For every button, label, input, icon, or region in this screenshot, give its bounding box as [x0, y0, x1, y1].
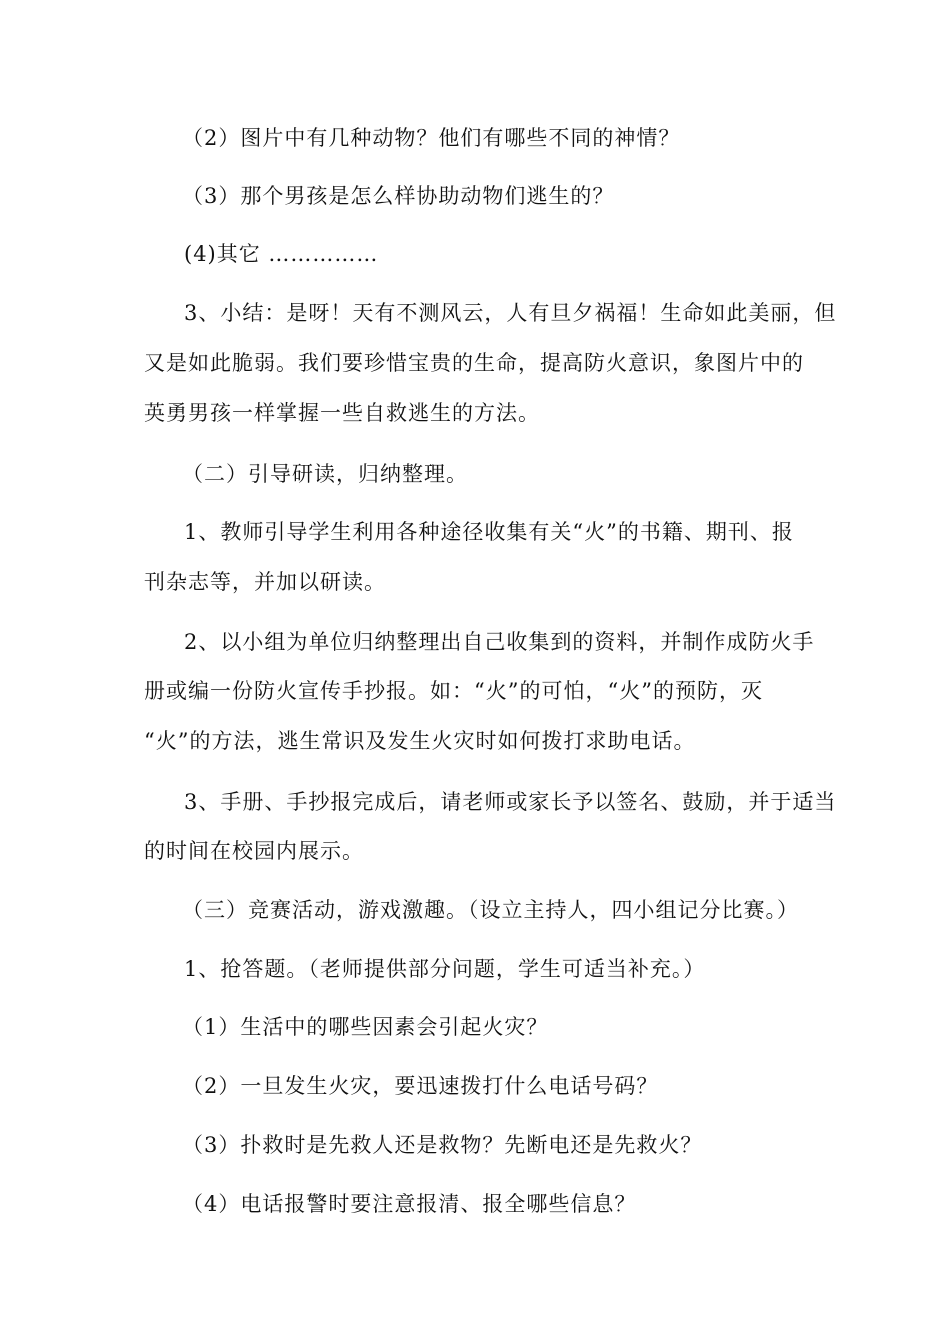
item-2-line-1: 2、以小组为单位归纳整理出自己收集到的资料，并制作成防火手 [184, 630, 815, 654]
item-1-line-2: 刊杂志等，并加以研读。 [144, 570, 386, 594]
item-2-line-2: 册或编一份防火宣传手抄报。如：“火”的可怕，“火”的预防，灭 [144, 679, 763, 703]
item-1-line-1: 1、教师引导学生利用各种途径收集有关“火”的书籍、期刊、报 [184, 520, 794, 544]
quiz-heading: 1、抢答题。（老师提供部分问题，学生可适当补充。） [184, 957, 706, 981]
section-3-heading: （三）竞赛活动，游戏激趣。（设立主持人，四小组记分比赛。） [182, 898, 799, 922]
quiz-question-4: （4）电话报警时要注意报清、报全哪些信息？ [182, 1192, 637, 1216]
summary-line-2: 又是如此脆弱。我们要珍惜宝贵的生命，提高防火意识，象图片中的 [144, 351, 804, 375]
item-3-line-2: 的时间在校园内展示。 [144, 839, 364, 863]
quiz-question-3: （3）扑救时是先救人还是救物？先断电还是先救火？ [182, 1133, 703, 1157]
section-2-heading: （二）引导研读，归纳整理。 [182, 462, 468, 486]
summary-line-1: 3、小结：是呀！天有不测风云，人有旦夕祸福！生命如此美丽，但 [184, 301, 837, 325]
summary-line-3: 英勇男孩一样掌握一些自救逃生的方法。 [144, 401, 540, 425]
quiz-question-2: （2）一旦发生火灾，要迅速拨打什么电话号码？ [182, 1074, 659, 1098]
question-3-boy: （3）那个男孩是怎么样协助动物们逃生的？ [182, 184, 615, 208]
item-3-line-1: 3、手册、手抄报完成后，请老师或家长予以签名、鼓励，并于适当 [184, 790, 837, 814]
item-2-line-3: “火”的方法，逃生常识及发生火灾时如何拨打求助电话。 [144, 729, 696, 753]
question-4-other: (4)其它 …………… [184, 242, 379, 266]
question-2-animals: （2）图片中有几种动物？他们有哪些不同的神情？ [182, 126, 681, 150]
quiz-question-1: （1）生活中的哪些因素会引起火灾？ [182, 1015, 549, 1039]
